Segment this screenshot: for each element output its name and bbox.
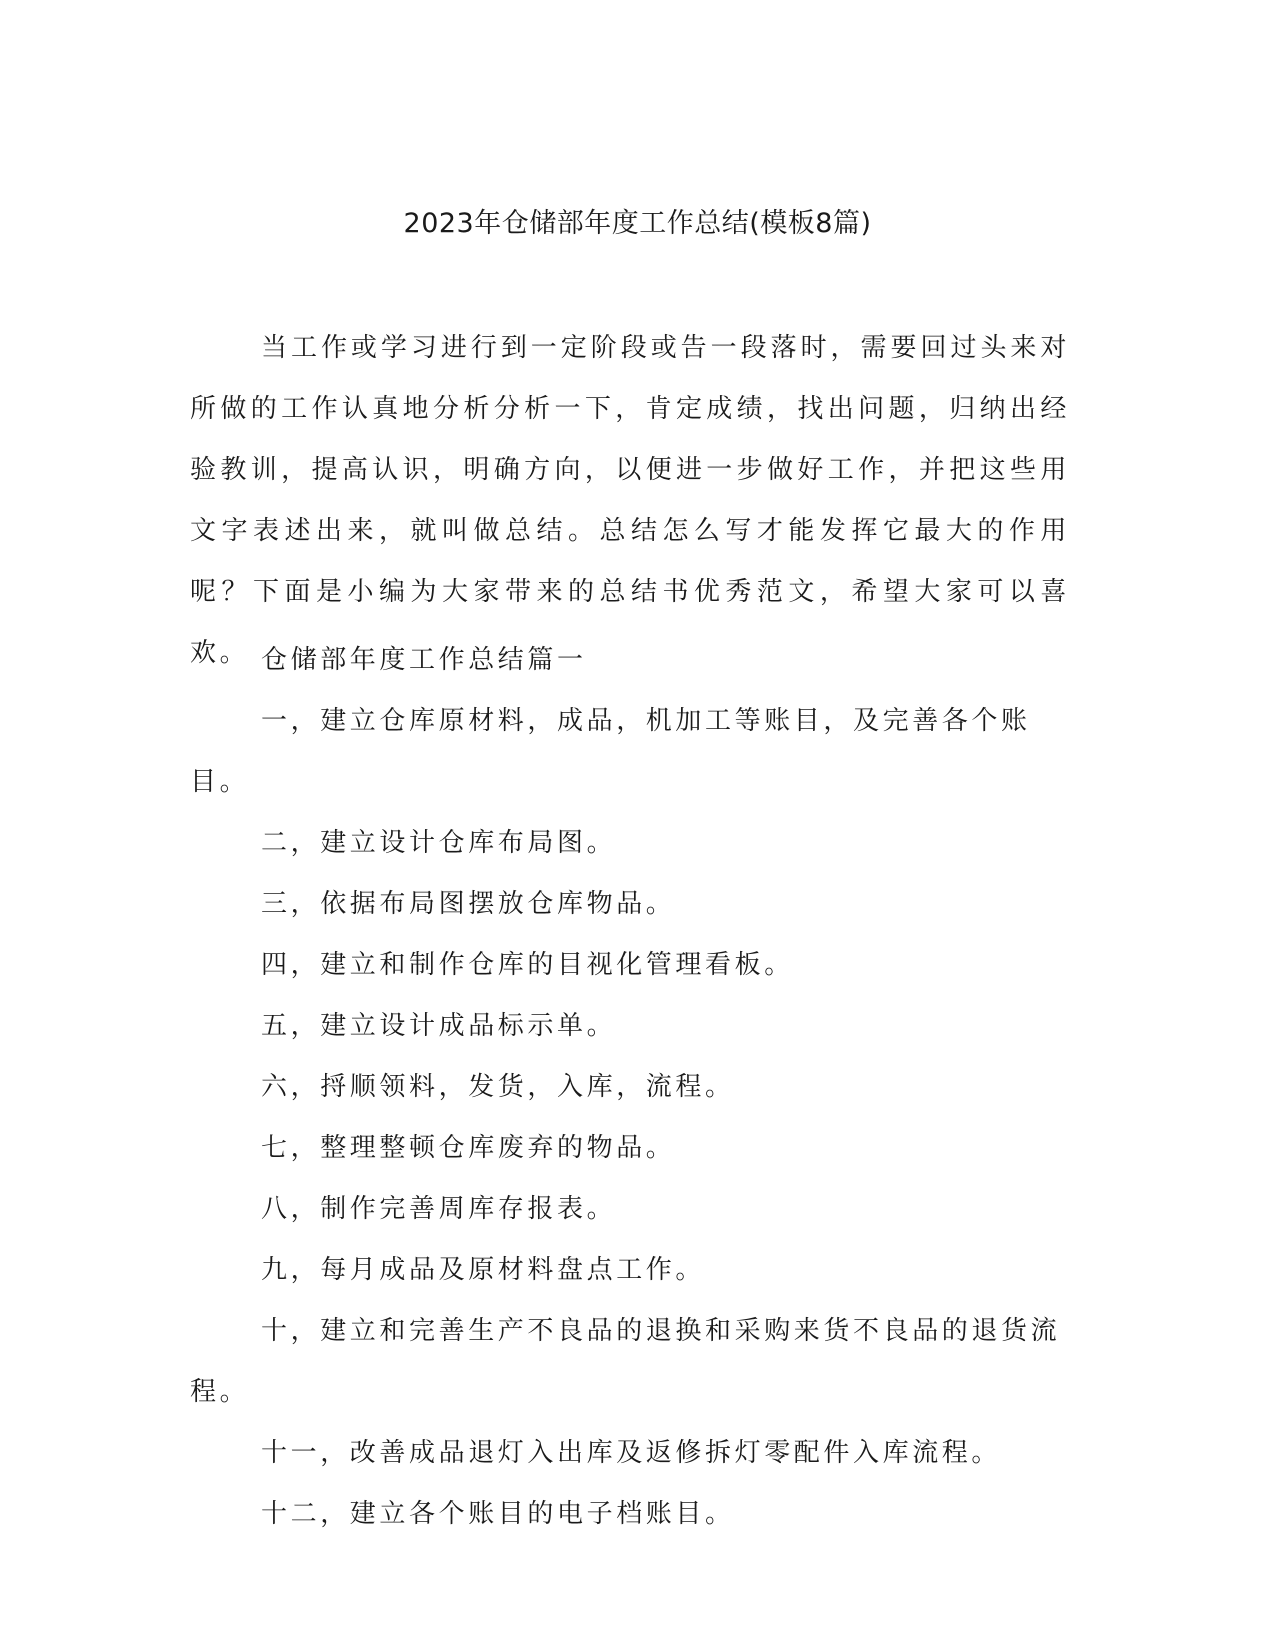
- list-item: 十，建立和完善生产不良品的退换和采购来货不良品的退货流程。: [190, 1316, 1061, 1407]
- list-item: 一，建立仓库原材料，成品，机加工等账目，及完善各个账目。: [190, 706, 1031, 797]
- list-item: 八，制作完善周库存报表。: [261, 1194, 617, 1224]
- list-item: 三，依据布局图摆放仓库物品。: [261, 889, 676, 919]
- intro-paragraph: 当工作或学习进行到一定阶段或告一段落时，需要回过头来对所做的工作认真地分析分析一下，肯定成绩，找出问题，归纳出经验教训，提高认识，明确方向，以便进一步做好工作，并把这些用文字表述出来，就叫做总结。总结怎么写才能发挥它最大的作用呢？下面是小编为大家带来的总结书优秀范文，希望大家可以喜欢。: [190, 333, 1070, 668]
- list-item: 二，建立设计仓库布局图。: [261, 828, 617, 858]
- list-item: 九，每月成品及原材料盘点工作。: [261, 1255, 706, 1285]
- list-item: 十二，建立各个账目的电子档账目。: [261, 1499, 735, 1529]
- list-item: 五，建立设计成品标示单。: [261, 1011, 617, 1041]
- body-lines: [190, 630, 1070, 1545]
- list-item: 十一，改善成品退灯入出库及返修拆灯零配件入库流程。: [261, 1438, 1002, 1468]
- list-item: 七，整理整顿仓库废弃的物品。: [261, 1133, 676, 1163]
- section-heading: 仓储部年度工作总结篇一: [261, 645, 587, 675]
- list-item: 六，捋顺领料，发货，入库，流程。: [261, 1072, 735, 1102]
- list-item: 四，建立和制作仓库的目视化管理看板。: [261, 950, 794, 980]
- document-title: 2023年仓储部年度工作总结(模板8篇): [403, 208, 872, 239]
